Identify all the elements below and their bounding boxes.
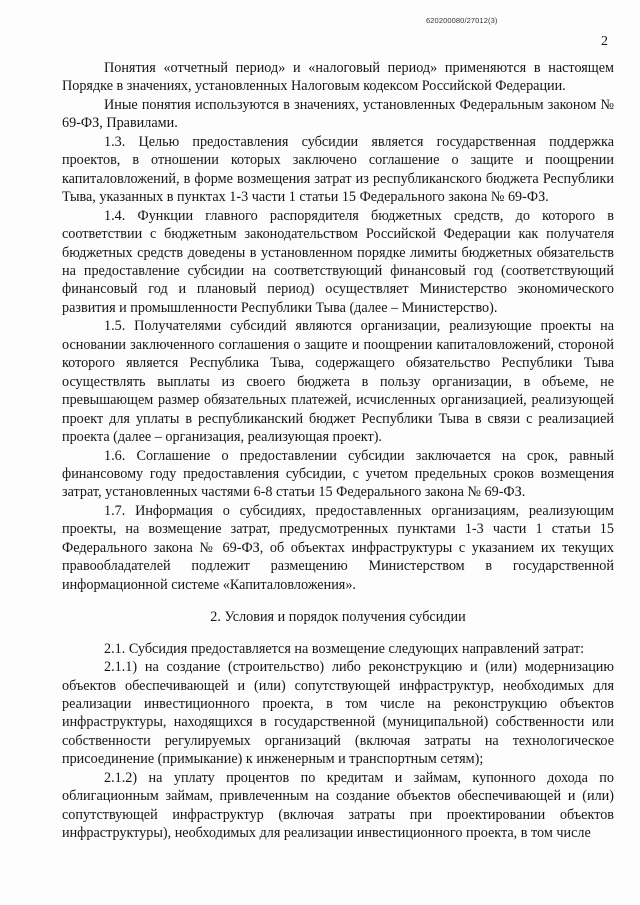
paragraph-1-3: 1.3. Целью предоставления субсидии является государственная поддержка проектов, в отношении которых заключено соглашение о защите и поощрении капиталовложений, в форме возмещения затрат из республиканского бюджета Республики Тыва, указанных в пунктах 1-3 части 1 статьи 15 Федерального закона № 69-ФЗ.	[62, 133, 614, 206]
paragraph-1-7: 1.7. Информация о субсидиях, предоставленных организациям, реализующим проекты, на возмещение затрат, предусмотренных пунктами 1-3 части 1 статьи 15 Федерального закона № 69-ФЗ, об объектах инфраструктуры с указанием их текущих правообладателей подлежит размещению Министерством в государственной информационной системе «Капиталовложения».	[62, 502, 614, 593]
paragraph-2-1: 2.1. Субсидия предоставляется на возмещение следующих направлений затрат:	[104, 640, 585, 657]
document-id: 620200080/27012(3)	[426, 16, 498, 25]
paragraph-1-4: 1.4. Функции главного распорядителя бюджетных средств, до которого в соответствии с бюджетным законодательством Российской Федерации как получателя бюджетных средств доведены в установленном порядке лимиты бюджетных обязательств на предоставление субсидии на соответствующий финансовый год (соответствующий финансовый год и плановый период) осуществляет Министерство экономического развития и промышленности Республики Тыва (далее – Министерство).	[62, 207, 614, 316]
paragraph-1-6: 1.6. Соглашение о предоставлении субсидии заключается на срок, равный финансовому году предоставления субсидии, с учетом предельных сроков возмещения затрат, установленных частями 6-8 статьи 15 Федерального закона № 69-ФЗ.	[62, 447, 614, 501]
paragraph-2-1-1: 2.1.1) на создание (строительство) либо реконструкцию и (или) модернизацию объектов обеспечивающей и (или) сопутствующей инфраструктур, необходимых для реализации инвестиционного проекта, в том числе на реконструкцию объектов инфраструктуры, находящихся в государственной (муниципальной) собственности или собственности регулируемых организаций (включая затраты на технологическое присоединение (примыкание) к инженерным и транспортным сетям);	[62, 659, 614, 768]
paragraph-2-1-2: 2.1.2) на уплату процентов по кредитам и займам, купонного дохода по облигационным займам, привлеченным на создание объектов обеспечивающей и (или) сопутствующей инфраструктур (включая затраты при проектировании объектов инфраструктуры), необходимых для реализации инвестиционного проекта, в том числе	[62, 769, 614, 842]
page-number: 2	[601, 34, 608, 49]
section-heading: 2. Условия и порядок получения субсидии	[210, 609, 466, 626]
document-body	[62, 59, 614, 843]
paragraph-1-5: 1.5. Получателями субсидий являются организации, реализующие проекты на основании заключенного соглашения о защите и поощрении капиталовложений, стороной которого является Республика Тыва, содержащего обязательство Республики Тыва осуществлять выплаты из своего бюджета в пользу организации, в объеме, не превышающем размер обязательных платежей, исчисленных организацией, реализующей проект для уплаты в республиканский бюджет Республики Тыва в связи с реализацией проекта (далее – организация, реализующая проект).	[62, 318, 614, 446]
paragraph-reporting-period: Понятия «отчетный период» и «налоговый период» применяются в настоящем Порядке в значениях, установленных Налоговым кодексом Российской Федерации.	[62, 60, 614, 95]
paragraph-other-terms: Иные понятия используются в значениях, установленных Федеральным законом № 69-ФЗ, Правилами.	[62, 96, 614, 132]
